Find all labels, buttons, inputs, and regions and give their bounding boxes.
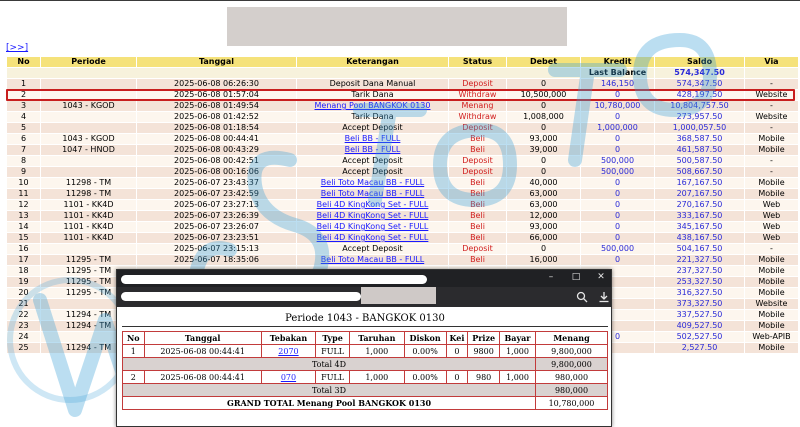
- last-balance-label: Last Balance: [581, 68, 655, 79]
- detail-header-tebakan: Tebakan: [262, 332, 315, 344]
- cell-saldo: 438,167.50: [655, 233, 745, 244]
- top-border: [0, 0, 800, 1]
- cell-tanggal: 2025-06-08 01:49:54: [137, 101, 297, 112]
- bet-kei: 0: [447, 371, 468, 383]
- cell-no: 18: [7, 266, 41, 277]
- cell-keterangan: [297, 211, 449, 222]
- bet-taruhan: 1,000: [350, 371, 403, 383]
- cell-status: Beli: [449, 233, 507, 244]
- cell-debet: 40,000: [507, 178, 581, 189]
- table-row: [7, 145, 799, 156]
- cell-no: 6: [7, 134, 41, 145]
- bet-type: FULL: [316, 371, 349, 383]
- cell-via: -: [745, 156, 799, 167]
- cell-tanggal: 2025-06-08 00:43:29: [137, 145, 297, 156]
- cell-saldo: 270,167.50: [655, 200, 745, 211]
- table-row: [7, 222, 799, 233]
- table-row: [7, 167, 799, 178]
- cell-periode: 11298 - TM: [41, 178, 137, 189]
- cell-keterangan: Accept Deposit: [297, 167, 449, 178]
- cell-kredit: 500,000: [581, 167, 655, 178]
- cell-saldo: 428,197.50: [655, 90, 745, 101]
- total-4d-label: Total 4D: [123, 358, 535, 370]
- cell-no: 17: [7, 255, 41, 266]
- bet-menang: 9,800,000: [536, 345, 607, 357]
- cell-saldo: 368,587.50: [655, 134, 745, 145]
- cell-via: Mobile: [745, 277, 799, 288]
- cell-no: 7: [7, 145, 41, 156]
- cell-kredit: 500,000: [581, 244, 655, 255]
- table-row: [7, 255, 799, 266]
- cell-periode: [41, 112, 137, 123]
- cell-saldo: 237,327.50: [655, 266, 745, 277]
- cell-no: 25: [7, 343, 41, 354]
- bet-tebakan-link[interactable]: 070: [280, 372, 297, 382]
- cell-periode: 1101 - KK4D: [41, 200, 137, 211]
- cell-no: 16: [7, 244, 41, 255]
- cell-periode: 1043 - KGOD: [41, 134, 137, 145]
- col-header-debet: Debet: [507, 57, 581, 68]
- cell-tanggal: 2025-06-08 06:26:30: [137, 79, 297, 90]
- cell-debet: 0: [507, 101, 581, 112]
- cell-periode: 11294 - TM: [41, 343, 137, 354]
- cell-periode: [41, 156, 137, 167]
- bet-tanggal: 2025-06-08 00:44:41: [145, 345, 261, 357]
- minimize-icon[interactable]: –: [548, 272, 554, 282]
- cell-tanggal: 2025-06-08 01:18:54: [137, 123, 297, 134]
- cell-debet: 1,008,000: [507, 112, 581, 123]
- cell-debet: 0: [507, 79, 581, 90]
- cell-kredit: 0: [581, 90, 655, 101]
- cell-via: Web-APIB: [745, 332, 799, 343]
- bet-detail-table: [122, 331, 608, 410]
- cell-saldo: 333,167.50: [655, 211, 745, 222]
- cell-status: Beli: [449, 189, 507, 200]
- cell-status: Menang: [449, 101, 507, 112]
- cell-keterangan: [297, 255, 449, 266]
- col-header-periode: Periode: [41, 57, 137, 68]
- close-icon[interactable]: ✕: [597, 272, 605, 282]
- cell-saldo: 207,167.50: [655, 189, 745, 200]
- cell-saldo: 337,527.50: [655, 310, 745, 321]
- cell-no: 21: [7, 299, 41, 310]
- cell-no: 5: [7, 123, 41, 134]
- cell-periode: 11295 - TM: [41, 277, 137, 288]
- cell-periode: 1101 - KK4D: [41, 233, 137, 244]
- cell-keterangan: [297, 233, 449, 244]
- cell-debet: 63,000: [507, 189, 581, 200]
- cell-status: Deposit: [449, 167, 507, 178]
- detail-header-prize: Prize: [468, 332, 499, 344]
- cell-via: Web: [745, 200, 799, 211]
- header-banner: [227, 7, 567, 46]
- cell-kredit: 0: [581, 211, 655, 222]
- cell-kredit: 146,150: [581, 79, 655, 90]
- cell-saldo: 373,327.50: [655, 299, 745, 310]
- cell-via: Mobile: [745, 255, 799, 266]
- cell-no: 22: [7, 310, 41, 321]
- cell-tanggal: 2025-06-08 00:16:06: [137, 167, 297, 178]
- keterangan-link[interactable]: Beli 4D KingKong Set - FULL: [316, 200, 429, 209]
- cell-keterangan: [297, 222, 449, 233]
- cell-status: Beli: [449, 222, 507, 233]
- bet-taruhan: 1,000: [350, 345, 403, 357]
- detail-header-menang: Menang: [536, 332, 607, 344]
- cell-no: 20: [7, 288, 41, 299]
- cell-status: Beli: [449, 200, 507, 211]
- cell-status: Beli: [449, 134, 507, 145]
- cell-periode: [41, 90, 137, 101]
- cell-via: Mobile: [745, 266, 799, 277]
- cell-debet: 16,000: [507, 255, 581, 266]
- cell-saldo: 316,327.50: [655, 288, 745, 299]
- cell-status: Withdraw: [449, 90, 507, 101]
- cell-via: Mobile: [745, 178, 799, 189]
- cell-keterangan: [297, 145, 449, 156]
- cell-keterangan: Accept Deposit: [297, 156, 449, 167]
- bet-no: 2: [123, 371, 144, 383]
- total-4d-value: 9,800,000: [536, 358, 607, 370]
- cell-status: Deposit: [449, 79, 507, 90]
- cell-kredit: 0: [581, 134, 655, 145]
- table-row: [7, 156, 799, 167]
- col-header-no: No: [7, 57, 41, 68]
- title-divider: [122, 326, 608, 327]
- cell-no: 9: [7, 167, 41, 178]
- table-row: [7, 244, 799, 255]
- bet-type: FULL: [316, 345, 349, 357]
- cell-keterangan: [297, 101, 449, 112]
- keterangan-link[interactable]: Beli 4D KingKong Set - FULL: [316, 211, 429, 220]
- detail-header-tanggal: Tanggal: [145, 332, 261, 344]
- cell-tanggal: 2025-06-07 23:43:37: [137, 178, 297, 189]
- table-row: [7, 189, 799, 200]
- bet-tanggal: 2025-06-08 00:44:41: [145, 371, 261, 383]
- keterangan-link[interactable]: Beli 4D KingKong Set - FULL: [316, 233, 429, 242]
- cell-via: Mobile: [745, 288, 799, 299]
- cell-status: Beli: [449, 178, 507, 189]
- cell-saldo: 253,327.50: [655, 277, 745, 288]
- cell-tanggal: 2025-06-07 23:27:13: [137, 200, 297, 211]
- cell-no: 11: [7, 189, 41, 200]
- cell-no: 19: [7, 277, 41, 288]
- keterangan-link[interactable]: Beli Toto Macau BB - FULL: [320, 178, 425, 187]
- cell-periode: 11294 - TM: [41, 310, 137, 321]
- cell-keterangan: Tarik Dana: [297, 112, 449, 123]
- cell-debet: 66,000: [507, 233, 581, 244]
- col-header-status: Status: [449, 57, 507, 68]
- cell-kredit: 0: [581, 200, 655, 211]
- cell-tanggal: 2025-06-07 23:26:07: [137, 222, 297, 233]
- table-row: [7, 200, 799, 211]
- cell-kredit: 10,780,000: [581, 101, 655, 112]
- cell-status: Beli: [449, 145, 507, 156]
- table-row: [7, 233, 799, 244]
- cell-saldo: 221,327.50: [655, 255, 745, 266]
- cell-via: Web: [745, 233, 799, 244]
- cell-no: 12: [7, 200, 41, 211]
- cell-via: Mobile: [745, 134, 799, 145]
- keterangan-link[interactable]: Beli BB - FULL: [344, 145, 401, 154]
- keterangan-link[interactable]: Beli Toto Macau BB - FULL: [320, 189, 425, 198]
- last-balance-row: [7, 68, 799, 79]
- cell-debet: 93,000: [507, 222, 581, 233]
- detail-header-row: [123, 332, 607, 344]
- col-header-keterangan: Keterangan: [297, 57, 449, 68]
- cell-tanggal: 2025-06-08 01:42:52: [137, 112, 297, 123]
- col-header-saldo: Saldo: [655, 57, 745, 68]
- cell-periode: 11298 - TM: [41, 189, 137, 200]
- cell-via: Mobile: [745, 310, 799, 321]
- keterangan-link[interactable]: Beli 4D KingKong Set - FULL: [316, 222, 429, 231]
- cell-periode: [41, 244, 137, 255]
- cell-debet: 12,000: [507, 211, 581, 222]
- cell-via: Mobile: [745, 145, 799, 156]
- cell-tanggal: 2025-06-08 00:42:51: [137, 156, 297, 167]
- cell-kredit: 0: [581, 189, 655, 200]
- cell-keterangan: [297, 134, 449, 145]
- cell-saldo: 2,527.50: [655, 343, 745, 354]
- table-header-row: [7, 57, 799, 68]
- cell-periode: 1101 - KK4D: [41, 211, 137, 222]
- url-field[interactable]: [121, 292, 361, 301]
- cell-saldo: 504,167.50: [655, 244, 745, 255]
- cell-kredit: 0: [581, 112, 655, 123]
- total-4d-row: [123, 358, 607, 370]
- cell-periode: 1043 - KGOD: [41, 101, 137, 112]
- cell-no: 13: [7, 211, 41, 222]
- cell-via: Web: [745, 222, 799, 233]
- bet-row: [123, 371, 607, 383]
- total-3d-value: 980,000: [536, 384, 607, 396]
- bet-prize: 9800: [468, 345, 499, 357]
- table-row: [7, 112, 799, 123]
- cell-kredit: 500,000: [581, 156, 655, 167]
- col-header-tanggal: Tanggal: [137, 57, 297, 68]
- table-row: [7, 79, 799, 90]
- cell-keterangan: [297, 189, 449, 200]
- cell-via: -: [745, 244, 799, 255]
- table-row: [7, 211, 799, 222]
- cell-no: 2: [7, 90, 41, 101]
- table-row: [7, 123, 799, 134]
- cell-status: Deposit: [449, 156, 507, 167]
- cell-no: 15: [7, 233, 41, 244]
- cell-saldo: 502,527.50: [655, 332, 745, 343]
- cell-periode: 11294 - TM: [41, 321, 137, 332]
- download-icon[interactable]: [598, 291, 610, 303]
- cell-no: 3: [7, 101, 41, 112]
- detail-header-kei: Kei: [447, 332, 468, 344]
- bet-prize: 980: [468, 371, 499, 383]
- cell-status: Deposit: [449, 244, 507, 255]
- cell-saldo: 167,167.50: [655, 178, 745, 189]
- bet-kei: 0: [447, 345, 468, 357]
- cell-status: Withdraw: [449, 112, 507, 123]
- table-row: [7, 101, 799, 112]
- redacted-box: [361, 287, 436, 304]
- cell-no: 24: [7, 332, 41, 343]
- cell-via: Mobile: [745, 189, 799, 200]
- cell-via: Mobile: [745, 321, 799, 332]
- cell-saldo: 461,587.50: [655, 145, 745, 156]
- cell-debet: 0: [507, 167, 581, 178]
- detail-header-no: No: [123, 332, 144, 344]
- cell-debet: 0: [507, 123, 581, 134]
- last-balance-value: 574,347.50: [655, 68, 745, 79]
- cell-via: -: [745, 167, 799, 178]
- cell-via: Website: [745, 112, 799, 123]
- cell-periode: 1101 - KK4D: [41, 222, 137, 233]
- back-link[interactable]: [>>]: [6, 43, 29, 53]
- cell-no: 4: [7, 112, 41, 123]
- table-row: [7, 134, 799, 145]
- cell-kredit: 0: [581, 233, 655, 244]
- cell-keterangan: Accept Deposit: [297, 123, 449, 134]
- cell-saldo: 1,000,057.50: [655, 123, 745, 134]
- cell-saldo: 500,587.50: [655, 156, 745, 167]
- cell-saldo: 574,347.50: [655, 79, 745, 90]
- cell-kredit: 0: [581, 222, 655, 233]
- cell-via: Mobile: [745, 343, 799, 354]
- cell-kredit: 0: [581, 255, 655, 266]
- cell-keterangan: [297, 178, 449, 189]
- detail-header-bayar: Bayar: [500, 332, 535, 344]
- cell-periode: 11295 - TM: [41, 255, 137, 266]
- cell-periode: 11295 - TM: [41, 266, 137, 277]
- table-row: [7, 178, 799, 189]
- popup-body: [117, 307, 612, 427]
- cell-no: 14: [7, 222, 41, 233]
- cell-no: 23: [7, 321, 41, 332]
- cell-status: Beli: [449, 211, 507, 222]
- cell-periode: 11295 - TM: [41, 288, 137, 299]
- cell-no: 10: [7, 178, 41, 189]
- cell-debet: 0: [507, 244, 581, 255]
- bet-diskon: 0.00%: [405, 371, 446, 383]
- total-3d-row: [123, 384, 607, 396]
- cell-saldo: 10,804,757.50: [655, 101, 745, 112]
- cell-debet: 93,000: [507, 134, 581, 145]
- bet-tebakan-link[interactable]: 2070: [278, 346, 299, 356]
- cell-via: -: [745, 79, 799, 90]
- cell-kredit: 0: [581, 145, 655, 156]
- bet-menang: 980,000: [536, 371, 607, 383]
- table-row: [7, 90, 799, 101]
- col-header-kredit: Kredit: [581, 57, 655, 68]
- keterangan-link[interactable]: Beli Toto Macau BB - FULL: [320, 255, 425, 264]
- keterangan-link[interactable]: Menang Pool BANGKOK 0130: [314, 101, 431, 110]
- bet-no: 1: [123, 345, 144, 357]
- bet-detail-window: [116, 269, 612, 427]
- cell-via: Website: [745, 90, 799, 101]
- detail-header-type: Type: [316, 332, 349, 344]
- cell-debet: 10,500,000: [507, 90, 581, 101]
- cell-periode: [41, 167, 137, 178]
- bet-bayar: 1,000: [500, 345, 535, 357]
- grand-total-row: [123, 397, 607, 409]
- cell-saldo: 508,667.50: [655, 167, 745, 178]
- col-header-via: Via: [745, 57, 799, 68]
- cell-tanggal: 2025-06-07 23:26:39: [137, 211, 297, 222]
- keterangan-link[interactable]: Beli BB - FULL: [344, 134, 401, 143]
- cell-keterangan: [297, 200, 449, 211]
- maximize-icon[interactable]: □: [571, 272, 581, 282]
- cell-tanggal: 2025-06-08 01:57:04: [137, 90, 297, 101]
- grand-total-label: GRAND TOTAL Menang Pool BANGKOK 0130: [123, 397, 535, 409]
- cell-keterangan: Tarik Dana: [297, 90, 449, 101]
- detail-header-taruhan: Taruhan: [350, 332, 403, 344]
- cell-kredit: 0: [581, 178, 655, 189]
- cell-no: 1: [7, 79, 41, 90]
- cell-via: Website: [745, 299, 799, 310]
- cell-periode: [41, 123, 137, 134]
- cell-tanggal: 2025-06-07 18:35:06: [137, 255, 297, 266]
- cell-via: -: [745, 101, 799, 112]
- cell-kredit: 0: [581, 332, 655, 343]
- detail-header-diskon: Diskon: [405, 332, 446, 344]
- cell-via: Web: [745, 211, 799, 222]
- cell-tanggal: 2025-06-08 00:44:41: [137, 134, 297, 145]
- cell-periode: [41, 79, 137, 90]
- cell-keterangan: Accept Deposit: [297, 244, 449, 255]
- cell-via: -: [745, 123, 799, 134]
- zoom-icon[interactable]: [576, 291, 588, 303]
- cell-no: 8: [7, 156, 41, 167]
- periode-title: Periode 1043 - BANGKOK 0130: [285, 313, 445, 324]
- cell-debet: 63,000: [507, 200, 581, 211]
- grand-total-value: 10,780,000: [536, 397, 607, 409]
- bet-row: [123, 345, 607, 357]
- total-3d-label: Total 3D: [123, 384, 535, 396]
- bet-diskon: 0.00%: [405, 345, 446, 357]
- cell-keterangan: Deposit Dana Manual: [297, 79, 449, 90]
- cell-tanggal: 2025-06-07 23:23:51: [137, 233, 297, 244]
- cell-saldo: 409,527.50: [655, 321, 745, 332]
- bet-bayar: 1,000: [500, 371, 535, 383]
- cell-status: Beli: [449, 255, 507, 266]
- cell-saldo: 345,167.50: [655, 222, 745, 233]
- cell-status: Deposit: [449, 123, 507, 134]
- cell-tanggal: 2025-06-07 23:15:13: [137, 244, 297, 255]
- cell-tanggal: 2025-06-07 23:42:59: [137, 189, 297, 200]
- window-title-placeholder: [121, 275, 427, 284]
- cell-periode: 1047 - HNOD: [41, 145, 137, 156]
- cell-debet: 39,000: [507, 145, 581, 156]
- window-titlebar: [117, 270, 612, 287]
- cell-kredit: 1,000,000: [581, 123, 655, 134]
- cell-saldo: 273,957.50: [655, 112, 745, 123]
- cell-debet: 0: [507, 156, 581, 167]
